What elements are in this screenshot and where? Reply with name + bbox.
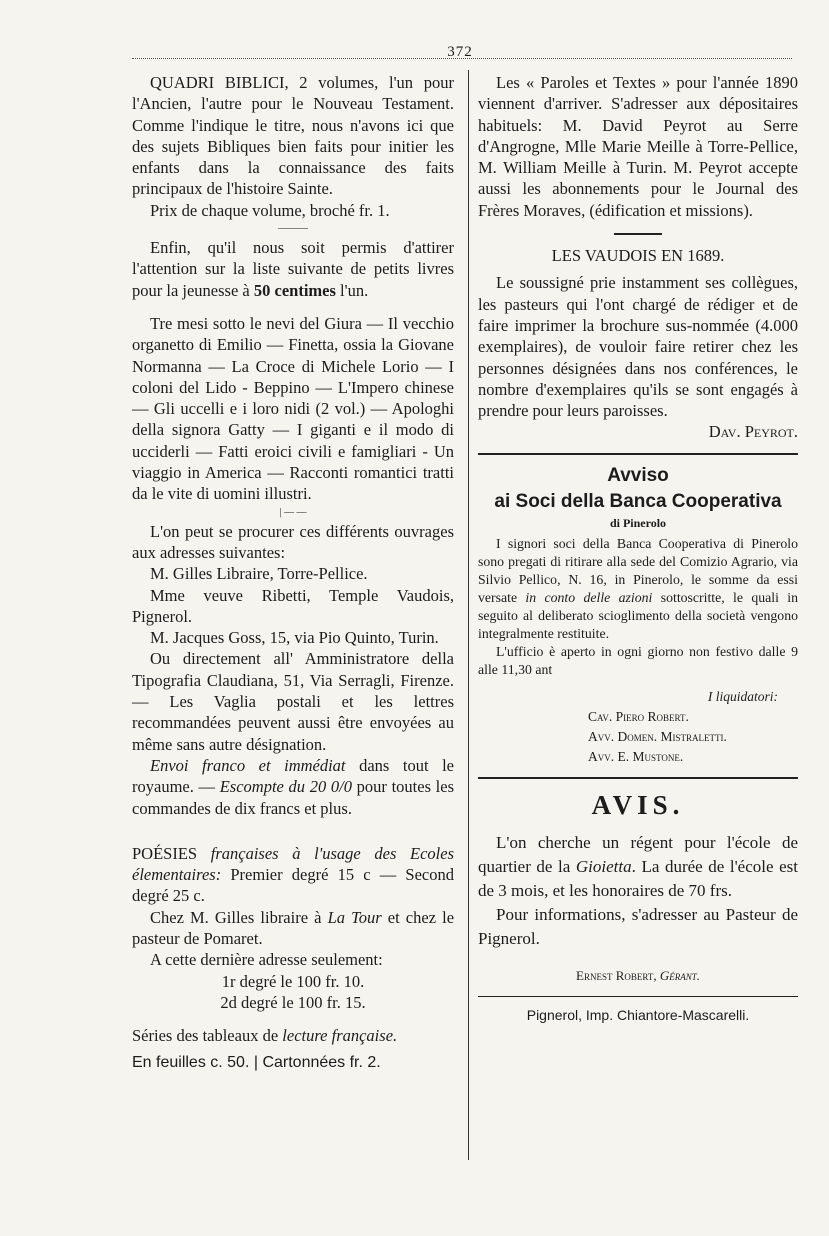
- section-rule: [478, 453, 798, 455]
- chez-text: Chez M. Gilles libraire à: [150, 907, 322, 927]
- vaudois-signature: Dav. Peyrot.: [708, 422, 798, 442]
- avviso-body-2: sottoscritte, le quali in seguito al deliberato scioglimento della società vengono integralmente restituite.: [478, 589, 799, 641]
- quadri-text: , 2 volumes, l'un pour l'Ancien, l'autre pour le Nouveau Testament. Comme l'indique le titre, nous n'avons ici que des sujets Bibliques bien faits pour initier les enfants dans la connaissance des faits principaux de l'histoire Sainte.: [132, 73, 454, 199]
- page-number: 372: [447, 44, 473, 60]
- gerant-name: Ernest Robert,: [576, 967, 657, 983]
- chez-text2: et chez le pasteur de Pomaret.: [132, 907, 455, 948]
- avviso-ufficio: L'ufficio è aperto in ogni giorno non festivo dalle 9 alle 11,30 ant: [478, 643, 798, 677]
- left-column: [132, 72, 454, 1074]
- degre-1: 1r degré le 100 fr. 10.: [221, 971, 365, 991]
- poesies-head: POÉSIES: [132, 843, 198, 863]
- enfin-text: Enfin, qu'il nous soit permis d'attirer l'attention sur la liste suivante de petits livres pour la jeunesse à: [132, 238, 454, 300]
- right-column: [478, 72, 798, 1026]
- degre-2: 2d degré le 100 fr. 15.: [220, 992, 366, 1012]
- avviso-body: [478, 535, 798, 643]
- gerant-italic: Gérant.: [659, 967, 700, 983]
- escompte-italic: Escompte du 20 0/0: [219, 777, 352, 797]
- liquidatori-label: I liquidatori:: [707, 688, 778, 704]
- feuilles-text: En feuilles c. 50. | Cartonnées fr. 2.: [132, 1054, 381, 1072]
- enfin-price: 50 centimes: [253, 280, 336, 300]
- avis-info: Pour informations, s'adresser au Pasteur de Pignerol.: [478, 904, 798, 948]
- quadri-price: Prix de chaque volume, broché fr. 1.: [150, 200, 390, 220]
- books-list: Tre mesi sotto le nevi del Giura — Il vecchio organetto di Emilio — Finetta, ossia la Giovane Normanna — La Croce di Michele Lorio — I coloni del Lido - Beppino — L'Impero chinese — Gli uccelli e i loro nidi (2 vol.) — Apologhi della signora Gatty — I giganti e il modo di ucciderli — Fatti eroici civili e famigliari - Un viaggio in America — Racconti romantici tratti da le vite di uomini illustri.: [132, 313, 454, 504]
- printer-line: Pignerol, Imp. Chiantore-Mascarelli.: [526, 1007, 750, 1024]
- avviso-italic: in conto delle azioni: [525, 589, 653, 605]
- avis-body-1: L'on cherche un régent pour l'école de quartier de la: [478, 832, 798, 876]
- avis-paragraph: [478, 831, 798, 903]
- envoi-italic: Envoi franco et immédiat: [150, 755, 346, 775]
- chez-paragraph: [132, 907, 454, 950]
- liquidatori-head: [478, 687, 798, 707]
- address-claudiana: Ou directement all' Amministratore della Tipografia Claudiana, 51, Via Serragli, Firenze. — Les Vaglia postali et les lettres recommandées peuvent aussi être envoyées au même sans autre désignation.: [132, 649, 454, 754]
- quadri-paragraph: [132, 72, 454, 200]
- gerant-line: [478, 965, 798, 986]
- address-goss: M. Jacques Goss, 15, via Pio Quinto, Turin.: [150, 628, 439, 648]
- avis-body-2: . La durée de l'école est de 3 mois, et les honoraires de 70 frs.: [478, 856, 798, 900]
- liquidatori-list: [478, 707, 798, 767]
- liquidator-3: Avv. E. Mustone.: [588, 748, 684, 764]
- envoi-text: dans tout le royaume. —: [132, 755, 454, 797]
- address-gilles: M. Gilles Libraire, Torre-Pellice.: [150, 564, 368, 584]
- series-text: Séries des tableaux de: [132, 1026, 279, 1046]
- section-rule: [478, 777, 798, 779]
- quadri-title: QUADRI BIBLICI: [150, 73, 285, 92]
- poesies-paragraph: [132, 843, 454, 907]
- avviso-body-1: I signori soci della Banca Cooperativa di Pinerolo sono pregati di ritirare alla sede del Comizio Agrario, via Silvio Pellico, N. 16, in Pinerolo, le somme da essi versate: [478, 535, 798, 605]
- adresse-text: A cette dernière adresse seulement:: [150, 950, 383, 970]
- header-rule: [132, 58, 792, 59]
- series-paragraph: [132, 1025, 454, 1046]
- address-ribetti: Mme veuve Ribetti, Temple Vaudois, Pignerol.: [132, 585, 454, 626]
- poesies-italic: françaises à l'usage des Ecoles élementaires:: [132, 843, 455, 885]
- procurer-text: L'on peut se procurer ces différents ouvrages aux adresses suivantes:: [132, 521, 454, 562]
- footer-rule: [478, 996, 798, 997]
- avviso-title: Avviso: [607, 464, 669, 486]
- enfin-end: l'un.: [340, 280, 369, 300]
- avviso-subtitle: ai Soci della Banca Cooperativa: [494, 490, 782, 512]
- column-divider: [468, 70, 469, 1160]
- envoi-paragraph: [132, 755, 454, 819]
- vaudois-title: LES VAUDOIS EN 1689.: [551, 246, 725, 266]
- series-italic: lecture française.: [282, 1026, 398, 1046]
- avis-title: AVIS.: [591, 789, 685, 820]
- liquidator-2: Avv. Domen. Mistraletti.: [588, 728, 727, 744]
- vaudois-paragraph: Le soussigné prie instamment ses collègues, les pasteurs qui l'ont chargé de rédiger et de faire imprimer la brochure sus-nommée (4.000 exemplaires), de vouloir faire retirer chez les personnes désignées dans nos conférences, le nombre d'exemplaires qu'ils se sont engagés à prendre pour leurs paroisses.: [478, 273, 798, 421]
- separator: ———: [278, 223, 308, 235]
- avviso-city: di Pinerolo: [609, 515, 667, 530]
- enfin-paragraph: [132, 237, 454, 301]
- chez-italic: La Tour: [327, 907, 382, 927]
- poesies-text: Premier degré 15 c — Second degré 25 c.: [132, 865, 454, 906]
- short-rule: [614, 233, 662, 235]
- separator: | — —: [279, 506, 307, 518]
- escompte-text: pour toutes les commandes de dix francs et plus.: [132, 777, 455, 818]
- liquidator-1: Cav. Piero Robert.: [588, 708, 689, 724]
- avis-italic: Gioietta: [575, 856, 632, 876]
- paroles-paragraph: Les « Paroles et Textes » pour l'année 1890 viennent d'arriver. S'adresser aux dépositaires habituels: M. David Peyrot au Serre d'Angrogne, Mlle Marie Meille à Torre-Pellice, M. William Meille à Turin. M. Peyrot accepte aussi les abonnements pour le Journal des Frères Moraves, (édification et missions).: [478, 73, 798, 220]
